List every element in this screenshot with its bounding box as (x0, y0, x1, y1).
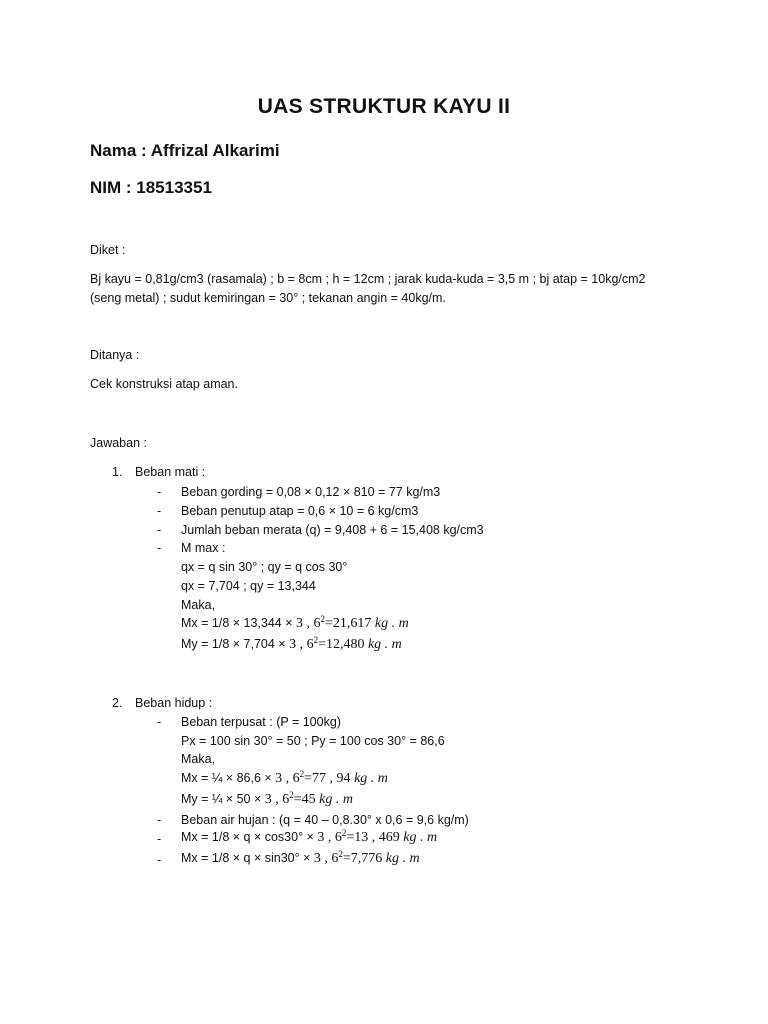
m-max-label: M max : (181, 541, 226, 555)
section-2-number: 2. (112, 696, 123, 710)
list-dash: - (157, 541, 162, 555)
beban-penutup-atap: Beban penutup atap = 0,6 × 10 = 6 kg/cm3 (181, 504, 419, 518)
list-dash: - (157, 832, 162, 846)
diket-text-line-1: Bj kayu = 0,81g/cm3 (rasamala) ; b = 8cm ; h = 12cm ; jarak kuda-kuda = 3,5 m ; bj atap = 10kg/cm2 (90, 272, 646, 286)
jawaban-label: Jawaban : (90, 436, 147, 450)
my-beban-hidup: My = ¼ × 50 × 3 , $6^2=45$ kg . m (181, 790, 353, 807)
px-py-values: Px = 100 sin 30° = 50 ; Py = 100 cos 30° = 86,6 (181, 734, 445, 748)
student-nim: NIM : 18513351 (90, 178, 212, 197)
qx-qy-formula: qx = q sin 30° ; qy = q cos 30° (181, 560, 348, 574)
mx-air-hujan-sin: Mx = 1/8 × q × sin30° × 3 , $6^2=7,776$ kg . m (181, 849, 420, 866)
section-1-number: 1. (112, 465, 123, 479)
jumlah-beban-merata: Jumlah beban merata (q) = 9,408 + 6 = 15,408 kg/cm3 (181, 523, 484, 537)
document-title: UAS STRUKTUR KAYU II (257, 95, 511, 118)
list-dash: - (157, 715, 162, 729)
list-dash: - (157, 813, 162, 827)
beban-terpusat: Beban terpusat : (P = 100kg) (181, 715, 341, 729)
section-2-heading: Beban hidup : (135, 696, 213, 710)
mx-beban-mati: Mx = 1/8 × 13,344 × 3 , $6^2=21,617$ kg . m (181, 614, 409, 631)
ditanya-label: Ditanya : (90, 348, 140, 362)
diket-label: Diket : (90, 243, 126, 257)
mx-air-hujan-cos: Mx = 1/8 × q × cos30° × 3 , $6^2=13$ , 469 kg . m (181, 828, 438, 845)
beban-gording: Beban gording = 0,08 × 0,12 × 810 = 77 kg/m3 (181, 485, 441, 499)
maka-label: Maka, (181, 752, 216, 766)
list-dash: - (157, 853, 162, 867)
mx-beban-hidup: Mx = ¼ × 86,6 × 3 , $6^2=77$ , 94 kg . m (181, 769, 388, 786)
maka-label: Maka, (181, 598, 216, 612)
diket-text-line-2: (seng metal) ; sudut kemiringan = 30° ; tekanan angin = 40kg/m. (90, 291, 446, 305)
qx-qy-values: qx = 7,704 ; qy = 13,344 (181, 579, 316, 593)
student-name: Nama : Affrizal Alkarimi (90, 141, 280, 160)
ditanya-text: Cek konstruksi atap aman. (90, 377, 238, 391)
my-beban-mati: My = 1/8 × 7,704 × 3 , $6^2=12,480$ kg . m (181, 635, 402, 652)
beban-air-hujan: Beban air hujan : (q = 40 – 0,8.30° x 0,6 = 9,6 kg/m) (181, 813, 469, 827)
list-dash: - (157, 523, 162, 537)
section-1-heading: Beban mati : (135, 465, 206, 479)
list-dash: - (157, 485, 162, 499)
list-dash: - (157, 504, 162, 518)
